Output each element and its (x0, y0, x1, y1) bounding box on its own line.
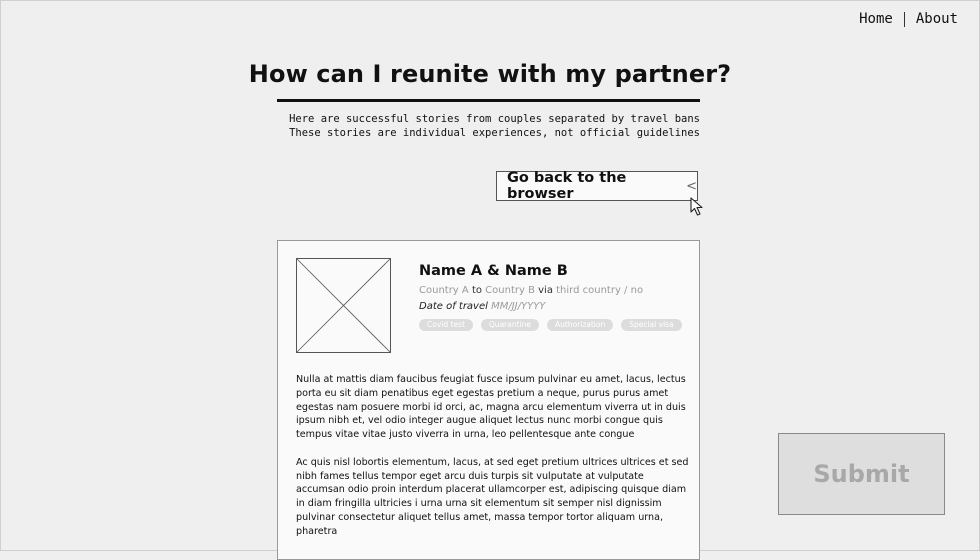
via-value: third country / no (556, 285, 644, 296)
subtitle-line-2: These stories are individual experiences, not official guidelines (289, 127, 700, 139)
back-to-browser-button[interactable] (496, 171, 698, 201)
tag-special-visa: Special visa (621, 319, 681, 331)
story-tags (419, 319, 682, 331)
subtitle-line-1: Here are successful stories from couples separated by travel bans (289, 113, 700, 125)
nav-home-link[interactable]: Home (859, 11, 893, 27)
travel-route (419, 285, 643, 296)
nav-about-link[interactable]: About (915, 11, 958, 27)
chevron-left-icon: < (686, 178, 697, 194)
tag-covid-test: Covid test (419, 319, 473, 331)
date-label: Date of travel (419, 301, 488, 312)
tag-authorization: Authorization (547, 319, 613, 331)
submit-button[interactable]: Submit (778, 433, 945, 515)
couple-names: Name A & Name B (419, 263, 568, 279)
pointer-cursor-icon (690, 197, 706, 217)
route-to: to (471, 285, 482, 296)
story-paragraph-2: Ac quis nisl lobortis elementum, lacus, at sed eget pretium ultrices ultrices et sed nibh fames tellus tempor eget arcu duis turpis sit vulputate at vulputate accumsan odio proin interdum placerat ullamcorper est, adipiscing quisque diam in diam fringilla ultricies i urna urna sit elementum sit semper nisl dignissim pulvinar consectetur aliquet tellus amet, massa tempor tortor aliquam urna, pharetra (296, 456, 689, 537)
travel-date (419, 301, 545, 312)
route-via: via (538, 285, 553, 296)
date-value: MM/JJ/YYYY (491, 301, 546, 312)
title-underline (277, 99, 700, 102)
story-body (296, 373, 691, 552)
story-card (277, 240, 700, 560)
nav-divider (904, 12, 905, 27)
page-subtitle (277, 112, 700, 140)
page-title: How can I reunite with my partner? (248, 60, 732, 88)
story-paragraph-1: Nulla at mattis diam faucibus feugiat fusce ipsum pulvinar eu amet, lacus, lectus porta eu sit diam penatibus eget egestas pretium a neque, purus purus amet egestas nam posuere morbi id orci, ac, magna arcu elementum viverra ut in duis ipsum nibh et, vel odio integer augue aliquet lectus nunc morbi congue quis tempus vitae vitae justo viverra in urna, leo pellentesque ante congue (296, 374, 686, 441)
country-b: Country B (485, 285, 535, 296)
tag-quarantine: Quarantine (481, 319, 539, 331)
back-button-label: Go back to the browser (507, 170, 627, 202)
top-nav (859, 11, 958, 27)
country-a: Country A (419, 285, 469, 296)
image-placeholder-icon (296, 258, 391, 353)
